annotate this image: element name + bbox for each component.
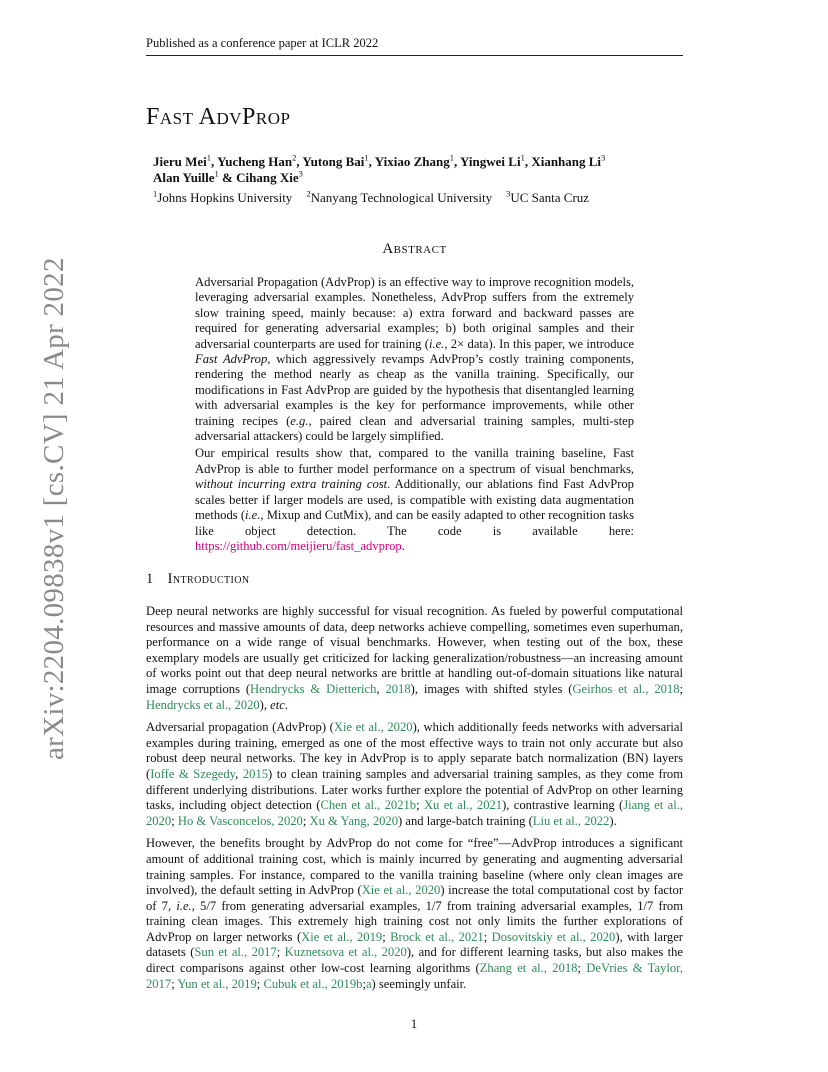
body-text: ) increase the total computational cost by factor of 7, xyxy=(146,883,684,913)
affiliation-name: Nanyang Technological University xyxy=(310,190,493,205)
body-text: ) seemingly unfair. xyxy=(371,976,467,991)
paper-title: Fast AdvProp xyxy=(146,104,291,130)
body-text: ), and for different learning tasks, but also makes the direct comparisons against other low-cost learning algorithms ( xyxy=(146,945,683,976)
affiliation-marker: 1 xyxy=(206,152,212,163)
citation-link[interactable]: Xie et al., 2020 xyxy=(361,883,441,898)
body-text: ; xyxy=(416,798,424,813)
body-text: , xyxy=(235,766,243,781)
authors-line-2 xyxy=(153,170,693,186)
body-text: Adversarial propagation (AdvProp) ( xyxy=(146,720,334,735)
italic-text: i.e. xyxy=(176,898,192,913)
author-name: Xianhang Li xyxy=(531,154,602,169)
section-title: Introduction xyxy=(167,571,250,587)
citation-link[interactable]: 2015 xyxy=(242,766,269,781)
affiliation-list xyxy=(153,190,693,206)
intro-paragraph-2 xyxy=(146,720,683,829)
affiliation-name: UC Santa Cruz xyxy=(510,190,590,205)
citation-link[interactable]: Jiang et al., 2020 xyxy=(146,798,683,828)
body-text: ; xyxy=(302,813,310,828)
author-name: Cihang Xie xyxy=(236,170,299,185)
body-text: ). xyxy=(609,813,617,828)
citation-link[interactable]: Zhang et al., 2018 xyxy=(479,961,578,976)
section-heading-introduction xyxy=(146,571,250,588)
body-text: ; xyxy=(171,976,178,991)
citation-link[interactable]: Xu & Yang, 2020 xyxy=(309,813,399,828)
affiliation-marker: 3 xyxy=(506,188,511,199)
body-text: , which aggressively revamps AdvProp’s costly training components, rendering the method nearly as cheap as the vanilla training. Specifically, our modifications in Fast AdvProp are guided by the hypothesis that disentangled learning with adversarial examples is the key for performance improvements, while other training recipes ( xyxy=(195,352,634,428)
code-url-link[interactable]: https://github.com/meijieru/fast_advprop xyxy=(195,538,402,553)
affiliation-marker: 1 xyxy=(214,168,219,179)
body-text: ; xyxy=(483,929,492,944)
section-number: 1 xyxy=(146,571,154,587)
abstract-paragraph-2 xyxy=(195,446,634,554)
citation-link[interactable]: Dosovitskiy et al., 2020 xyxy=(491,929,616,944)
author-name: Yixiao Zhang xyxy=(374,154,450,169)
affiliation-marker: 3 xyxy=(298,168,303,179)
abstract-heading: Abstract xyxy=(382,241,447,257)
author-name: Alan Yuille xyxy=(153,170,215,185)
citation-link[interactable]: Xu et al., 2021 xyxy=(423,798,503,813)
body-text: . xyxy=(401,538,405,553)
italic-text: Fast AdvProp xyxy=(195,352,268,367)
italic-text: i.e. xyxy=(428,336,445,351)
author-name: Yutong Bai xyxy=(302,154,365,169)
author-separator: , xyxy=(368,154,375,169)
body-text: ), with larger datasets ( xyxy=(146,929,683,960)
body-text: ), contrastive learning ( xyxy=(502,798,624,813)
citation-link[interactable]: 2018 xyxy=(385,681,411,696)
body-text: . xyxy=(284,697,289,712)
body-text: , 5/7 from generating adversarial examples, 1/7 from training adversarial examples, 1/7 from training clean images. This extremely high training cost not only limits the further explorations of AdvProp on larger networks ( xyxy=(146,898,683,944)
body-text: ; xyxy=(382,929,391,944)
citation-link[interactable]: Hendrycks et al., 2020 xyxy=(146,697,260,712)
affiliation-marker: 2 xyxy=(306,188,311,199)
citation-link[interactable]: Geirhos et al., 2018 xyxy=(572,681,680,696)
body-text: Our empirical results show that, compared to the vanilla training baseline, Fast AdvProp is able to further model performance on a spectrum of visual benchmarks, xyxy=(195,446,634,476)
body-text: ), which additionally feeds networks with adversarial examples during training, emerged as one of the most effective ways to train not only accurate but also robust deep neural networks. The key in AdvProp is to apply separate batch normalization (BN) layers ( xyxy=(146,720,683,781)
affiliation-marker: 1 xyxy=(449,152,454,163)
body-text: , xyxy=(376,681,386,696)
page-number: 1 xyxy=(410,1016,418,1031)
body-text: ; xyxy=(256,976,264,991)
abstract-body xyxy=(195,275,634,556)
introduction-body xyxy=(146,604,683,999)
affiliation xyxy=(153,190,292,205)
running-header: Published as a conference paper at ICLR 2022 xyxy=(146,36,683,56)
citation-link[interactable]: Cubuk et al., 2019b xyxy=(263,976,363,991)
citation-link[interactable]: Ioffe & Szegedy xyxy=(150,766,236,781)
author-separator: , xyxy=(524,154,532,169)
body-text: . Additionally, our ablations find Fast AdvProp scales better if larger models are used, is compatible with existing data augmentation methods ( xyxy=(195,477,634,523)
body-text: , paired clean and adversarial training samples, multi-step adversarial attackers) could be largely simplified. xyxy=(195,413,634,444)
citation-link[interactable]: a xyxy=(365,976,372,991)
body-text: ), xyxy=(259,697,271,712)
citation-link[interactable]: Yun et al., 2019 xyxy=(177,976,257,991)
affiliation-marker: 3 xyxy=(601,152,606,163)
citation-link[interactable]: Ho & Vasconcelos, 2020 xyxy=(177,813,303,828)
author-name: Yucheng Han xyxy=(217,154,293,169)
author-separator: , xyxy=(296,154,303,169)
abstract-paragraph-1 xyxy=(195,275,634,444)
body-text: ; xyxy=(276,945,285,960)
italic-text: etc xyxy=(270,697,285,712)
italic-text: i.e. xyxy=(245,508,261,523)
citation-link[interactable]: Chen et al., 2021b xyxy=(320,798,417,813)
affiliation-marker: 1 xyxy=(153,188,158,199)
body-text: ) to clean training samples and adversarial training samples, as they come from different underlying distributions. Later works further explore the potential of AdvProp on other learning tasks, including object detection ( xyxy=(146,766,683,813)
citation-link[interactable]: Liu et al., 2022 xyxy=(532,813,610,828)
affiliation-marker: 1 xyxy=(364,152,369,163)
affiliation xyxy=(306,190,492,205)
citation-link[interactable]: Hendrycks & Dietterich xyxy=(250,681,377,696)
body-text: , 2× data). In this paper, we introduce xyxy=(444,336,634,351)
body-text: ), images with shifted styles ( xyxy=(410,681,573,696)
italic-text: e.g. xyxy=(290,413,309,428)
body-text: ) and large-batch training ( xyxy=(398,813,533,828)
author-name: Yingwei Li xyxy=(460,154,521,169)
author-list xyxy=(153,154,693,186)
affiliation-name: Johns Hopkins University xyxy=(157,190,293,205)
author-separator: & xyxy=(218,170,237,185)
body-text: Adversarial Propagation (AdvProp) is an effective way to improve recognition models, leveraging adversarial examples. Nonetheless, AdvProp suffers from the extremely slow training speed, mainly because: a) extra forward and backward passes are required for generating adversarial examples; b) both original samples and their adversarial counterparts are used for training ( xyxy=(195,275,634,351)
body-text: However, the benefits brought by AdvProp do not come for “free”—AdvProp introduces a significant amount of additional training cost, which is mainly incurred by generating and augmenting adversarial training samples. For instance, compared to the vanilla training baseline (where only clean images are involved), the default setting in AdvProp ( xyxy=(146,836,683,898)
arxiv-identifier: arXiv:2204.09838v1 [cs.CV] 21 Apr 2022 xyxy=(38,257,70,760)
authors-line-1 xyxy=(153,154,693,170)
body-text: ; xyxy=(362,976,366,991)
author-name: Jieru Mei xyxy=(153,154,207,169)
body-text: ; xyxy=(679,681,684,696)
author-separator: , xyxy=(453,154,460,169)
intro-paragraph-1 xyxy=(146,604,683,713)
body-text: ; xyxy=(171,813,178,828)
citation-link[interactable]: Sun et al., 2017 xyxy=(194,945,277,960)
affiliation-marker: 1 xyxy=(520,152,525,163)
intro-paragraph-3 xyxy=(146,836,683,992)
citation-link[interactable]: Xie et al., 2020 xyxy=(333,720,413,735)
citation-link[interactable]: DeVries & Taylor, 2017 xyxy=(146,961,684,991)
citation-link[interactable]: Kuznetsova et al., 2020 xyxy=(284,945,407,960)
citation-link[interactable]: Xie et al., 2019 xyxy=(301,929,383,944)
body-text: Deep neural networks are highly successful for visual recognition. As fueled by powerful computational resources and massive amounts of data, deep networks achieve compelling, sometimes even superhuman, performance on a wide range of visual benchmarks. However, when testing out of the box, these exemplary models are usually get criticized for lacking generalization/robustness—an increasing amount of works point out that deep neural networks are brittle at handling out-of-domain situations like natural image corruptions ( xyxy=(146,604,683,696)
affiliation-marker: 2 xyxy=(292,152,297,163)
body-text: ; xyxy=(577,961,587,976)
italic-text: without incurring extra training cost xyxy=(195,477,388,492)
affiliation xyxy=(506,190,589,205)
body-text: , Mixup and CutMix), and can be easily adapted to other recognition tasks like object detection. The code is available here: xyxy=(195,508,634,538)
author-separator: , xyxy=(211,154,218,169)
citation-link[interactable]: Brock et al., 2021 xyxy=(390,929,484,944)
